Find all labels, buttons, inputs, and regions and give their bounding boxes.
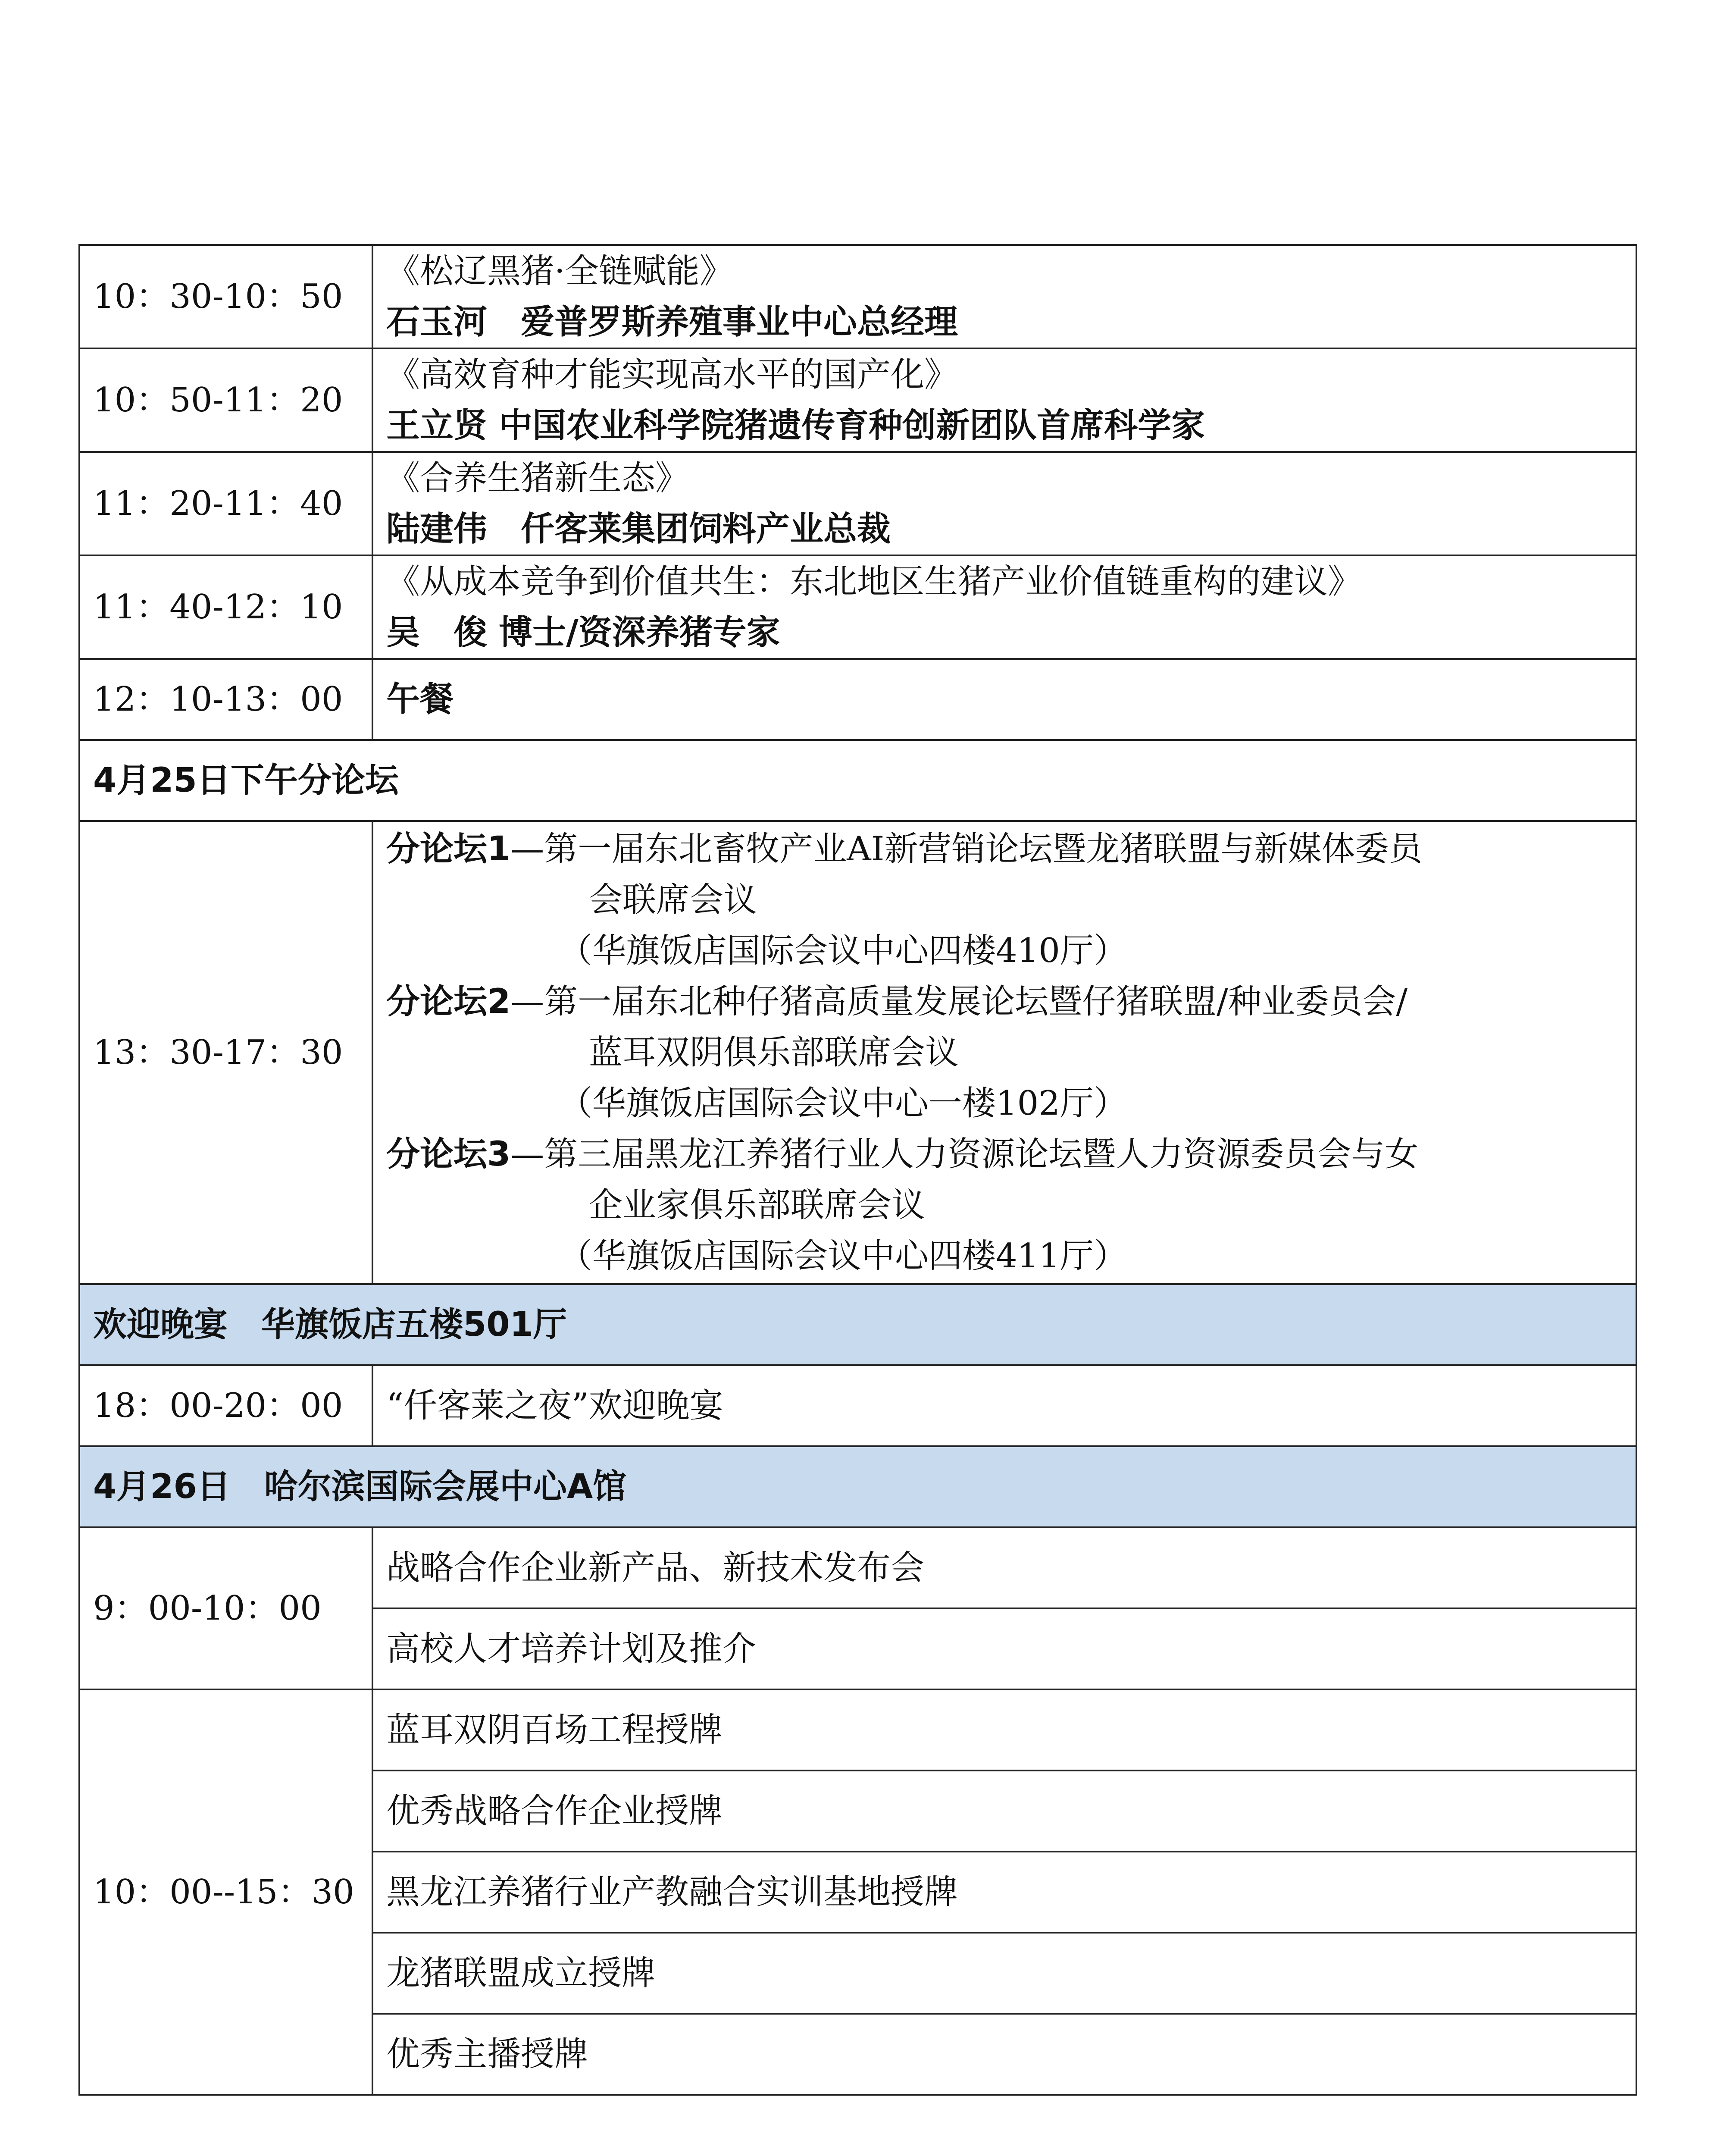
banquet-row <box>79 1365 1636 1446</box>
time-cell: 13：30-17：30 <box>79 821 372 1284</box>
time-cell: 10：30-10：50 <box>79 245 372 348</box>
lunch-label: 午餐 <box>372 659 1636 740</box>
talk-row <box>79 348 1636 452</box>
forum-title-cont: 企业家俱乐部联席会议 <box>589 1186 926 1225</box>
talk-title: 《合养生猪新生态》 <box>386 459 689 498</box>
talk-row <box>79 452 1636 555</box>
day26-header: 4月26日 哈尔滨国际会展中心A馆 <box>79 1446 1636 1527</box>
time-cell: 10：00--15：30 <box>79 1689 372 2095</box>
forum-item <box>386 1129 1623 1180</box>
banquet-label: “仟客莱之夜”欢迎晚宴 <box>372 1365 1636 1446</box>
morning-row <box>79 1527 1636 1608</box>
time-cell: 10：50-11：20 <box>79 348 372 452</box>
forum-item <box>386 976 1623 1027</box>
banquet-header-row <box>79 1284 1636 1365</box>
banquet-header: 欢迎晚宴 华旗饭店五楼501厅 <box>79 1284 1636 1365</box>
forum-venue: （华旗饭店国际会议中心四楼411厅） <box>559 1237 1127 1275</box>
time-cell: 12：10-13：00 <box>79 659 372 740</box>
talk-speaker: 王立贤 中国农业科学院猪遗传育种创新团队首席科学家 <box>386 406 1205 445</box>
list-item: 高校人才培养计划及推介 <box>372 1608 1636 1689</box>
lunch-row <box>79 659 1636 740</box>
talk-speaker: 陆建伟 仟客莱集团饲料产业总裁 <box>386 510 891 548</box>
afternoon-header-row <box>79 740 1636 821</box>
forum-title-cont: 蓝耳双阴俱乐部联席会议 <box>589 1033 959 1072</box>
talk-speaker: 石玉河 爱普罗斯养殖事业中心总经理 <box>386 303 958 342</box>
time-cell: 11：20-11：40 <box>79 452 372 555</box>
list-item: 龙猪联盟成立授牌 <box>372 1933 1636 2014</box>
forum-cell <box>372 821 1636 1284</box>
forum-title: —第一届东北畜牧产业AI新营销论坛暨龙猪联盟与新媒体委员 <box>510 830 1423 868</box>
agenda-page <box>78 244 1636 2096</box>
talk-row <box>79 245 1636 348</box>
talk-cell <box>372 452 1636 555</box>
talk-title: 《高效育种才能实现高水平的国产化》 <box>386 355 958 394</box>
talk-cell <box>372 245 1636 348</box>
list-item: 黑龙江养猪行业产教融合实训基地授牌 <box>372 1852 1636 1933</box>
time-cell: 9：00-10：00 <box>79 1527 372 1689</box>
forum-title: —第一届东北种仔猪高质量发展论坛暨仔猪联盟/种业委员会/ <box>510 982 1408 1021</box>
list-item: 战略合作企业新产品、新技术发布会 <box>372 1527 1636 1608</box>
time-cell: 11：40-12：10 <box>79 555 372 659</box>
talk-cell <box>372 348 1636 452</box>
talk-title: 《松辽黑猪·全链赋能》 <box>386 252 733 291</box>
time-cell: 18：00-20：00 <box>79 1365 372 1446</box>
forum-item <box>386 824 1623 874</box>
talk-title: 《从成本竞争到价值共生：东北地区生猪产业价值链重构的建议》 <box>386 562 1362 601</box>
afternoon-header: 4月25日下午分论坛 <box>79 740 1636 821</box>
forum-row <box>79 821 1636 1284</box>
forum-title-cont: 会联席会议 <box>589 881 757 919</box>
day26-header-row <box>79 1446 1636 1527</box>
forum-title: —第三届黑龙江养猪行业人力资源论坛暨人力资源委员会与女 <box>510 1135 1419 1174</box>
list-item: 蓝耳双阴百场工程授牌 <box>372 1689 1636 1771</box>
forum-name: 分论坛2 <box>386 982 511 1021</box>
talk-row <box>79 555 1636 659</box>
talk-speaker: 吴 俊 博士/资深养猪专家 <box>386 613 780 652</box>
forum-name: 分论坛3 <box>386 1135 511 1174</box>
award-row <box>79 1689 1636 1771</box>
forum-venue: （华旗饭店国际会议中心一楼102厅） <box>559 1084 1127 1123</box>
talk-cell <box>372 555 1636 659</box>
forum-venue: （华旗饭店国际会议中心四楼410厅） <box>559 931 1127 970</box>
agenda-table <box>78 244 1637 2096</box>
list-item: 优秀战略合作企业授牌 <box>372 1771 1636 1852</box>
forum-name: 分论坛1 <box>386 830 511 868</box>
list-item: 优秀主播授牌 <box>372 2014 1636 2095</box>
